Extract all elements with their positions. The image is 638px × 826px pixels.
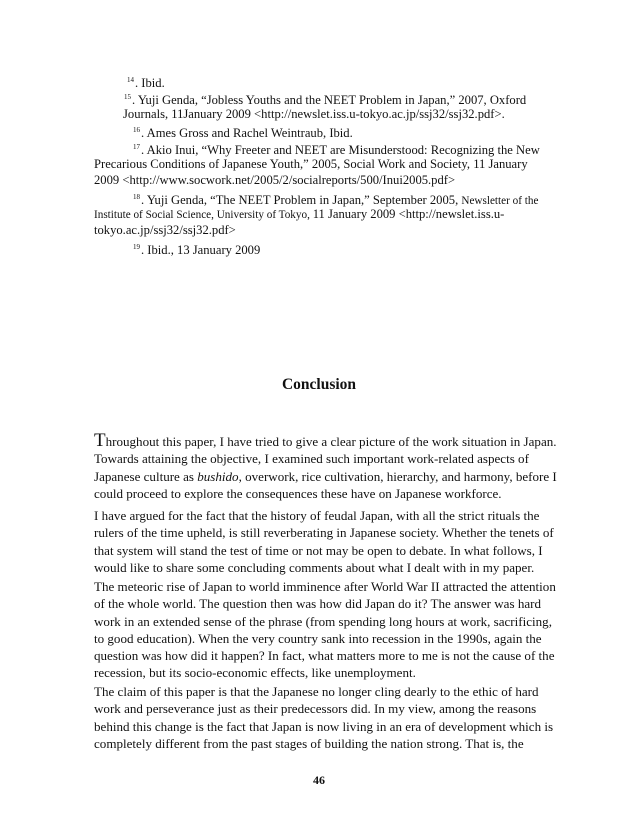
text-line: I have argued for the fact that the history of feudal Japan, with all the strict rituals the — [94, 508, 540, 523]
footnote-text: . Akio Inui, “Why Freeter and NEET are Misunderstood: Recognizing the New — [141, 143, 540, 157]
footnote-17-cont — [94, 172, 455, 189]
page-number: 46 — [313, 773, 325, 787]
text-line: of the whole world. The question then was how did Japan do it? The answer was hard — [94, 596, 541, 612]
footnote-text: . Yuji Genda, “Jobless Youths and the NEET Problem in Japan,” 2007, Oxford — [132, 93, 527, 107]
text-line: The meteoric rise of Japan to world imminence after World War II attracted the attention — [94, 579, 556, 594]
footnote-15-cont — [123, 106, 505, 123]
drop-cap: T — [94, 430, 106, 451]
footnote-text: 11 January 2009 <http://newslet.iss.u- — [312, 207, 505, 221]
text-line: hroughout this paper, I have tried to give a clear picture of the work situation in Japan. — [105, 434, 557, 449]
footnote-number: 14 — [127, 76, 134, 84]
footnote-text: Precarious Conditions of Japanese Youth,” 2005, Social Work and Society, 11 January — [94, 157, 528, 171]
footnote-text: . Ames Gross and Rachel Weintraub, Ibid. — [141, 126, 353, 140]
footnote-number: 15 — [124, 93, 131, 101]
text-line: that system will stand the test of time or not may be open to debate. In what follows, I — [94, 542, 543, 558]
footnote-number: 17 — [133, 143, 140, 151]
footnote-number: 19 — [133, 243, 140, 251]
footnote-18-cont — [94, 222, 236, 239]
text-line: rulers of the time upheld, is still reverberating in Japanese society. Whether the tenets of — [94, 525, 554, 541]
publication-name: Institute of Social Science, University of Tokyo, — [94, 209, 313, 221]
footnote-number: 18 — [133, 193, 140, 201]
text-line: recession, but its socio-economic effects, like unemployment. — [94, 665, 416, 681]
footnote-text: . Ibid. — [135, 76, 165, 90]
publication-name: Newsletter of the — [461, 195, 539, 207]
paragraph-4 — [94, 683, 554, 752]
footnote-19 — [133, 239, 260, 259]
italic-term: bushido — [197, 468, 239, 484]
footnote-text: . Ibid., 13 January 2009 — [141, 243, 261, 257]
text-line: The claim of this paper is that the Japanese no longer cling dearly to the ethic of hard — [94, 684, 539, 699]
footnote-text: . Yuji Genda, “The NEET Problem in Japan,” September 2005, — [141, 193, 462, 207]
text-line: behind this change is the fact that Japan is now living in an era of development which is — [94, 718, 554, 734]
text-line: Japanese culture as bushido, overwork, rice cultivation, hierarchy, and harmony, before I — [94, 468, 557, 484]
text-line: work and perseverance just as their predecessors did. In my view, among the reasons — [94, 701, 537, 717]
paragraph-1 — [94, 430, 557, 502]
text-line: work in an extended sense of the phrase (from spending long hours at work, sacrificing, — [94, 613, 552, 629]
text-line: would like to share some concluding comments about what I dealt with in my paper. — [94, 559, 535, 575]
footnote-text: Journals, 11January 2009 <http://newslet.iss.u-tokyo.ac.jp/ssj32/ssj32.pdf>. — [123, 107, 505, 121]
footnote-text: tokyo.ac.jp/ssj32/ssj32.pdf> — [94, 223, 236, 237]
text-line: to good education). When the very country sank into recession in the 1990s, again the — [94, 630, 542, 646]
footnote-text: 2009 <http://www.socwork.net/2005/2/socialreports/500/Inui2005.pdf> — [94, 173, 456, 187]
paragraph-2 — [94, 507, 554, 576]
text-line: completely different from the past stages of building the nation strong. That is, the — [94, 735, 524, 751]
paragraph-3 — [94, 578, 556, 682]
footnote-number: 16 — [133, 126, 140, 134]
footnote-17-cont — [94, 156, 528, 173]
text-line: Towards attaining the objective, I examined such important work-related aspects of — [94, 451, 529, 467]
text-line: could proceed to explore the consequences these have on Japanese workforce. — [94, 485, 502, 501]
text-line: question was how did it happen? In fact, what matters more to me is not the cause of the — [94, 648, 555, 664]
section-heading: Conclusion — [281, 376, 357, 393]
